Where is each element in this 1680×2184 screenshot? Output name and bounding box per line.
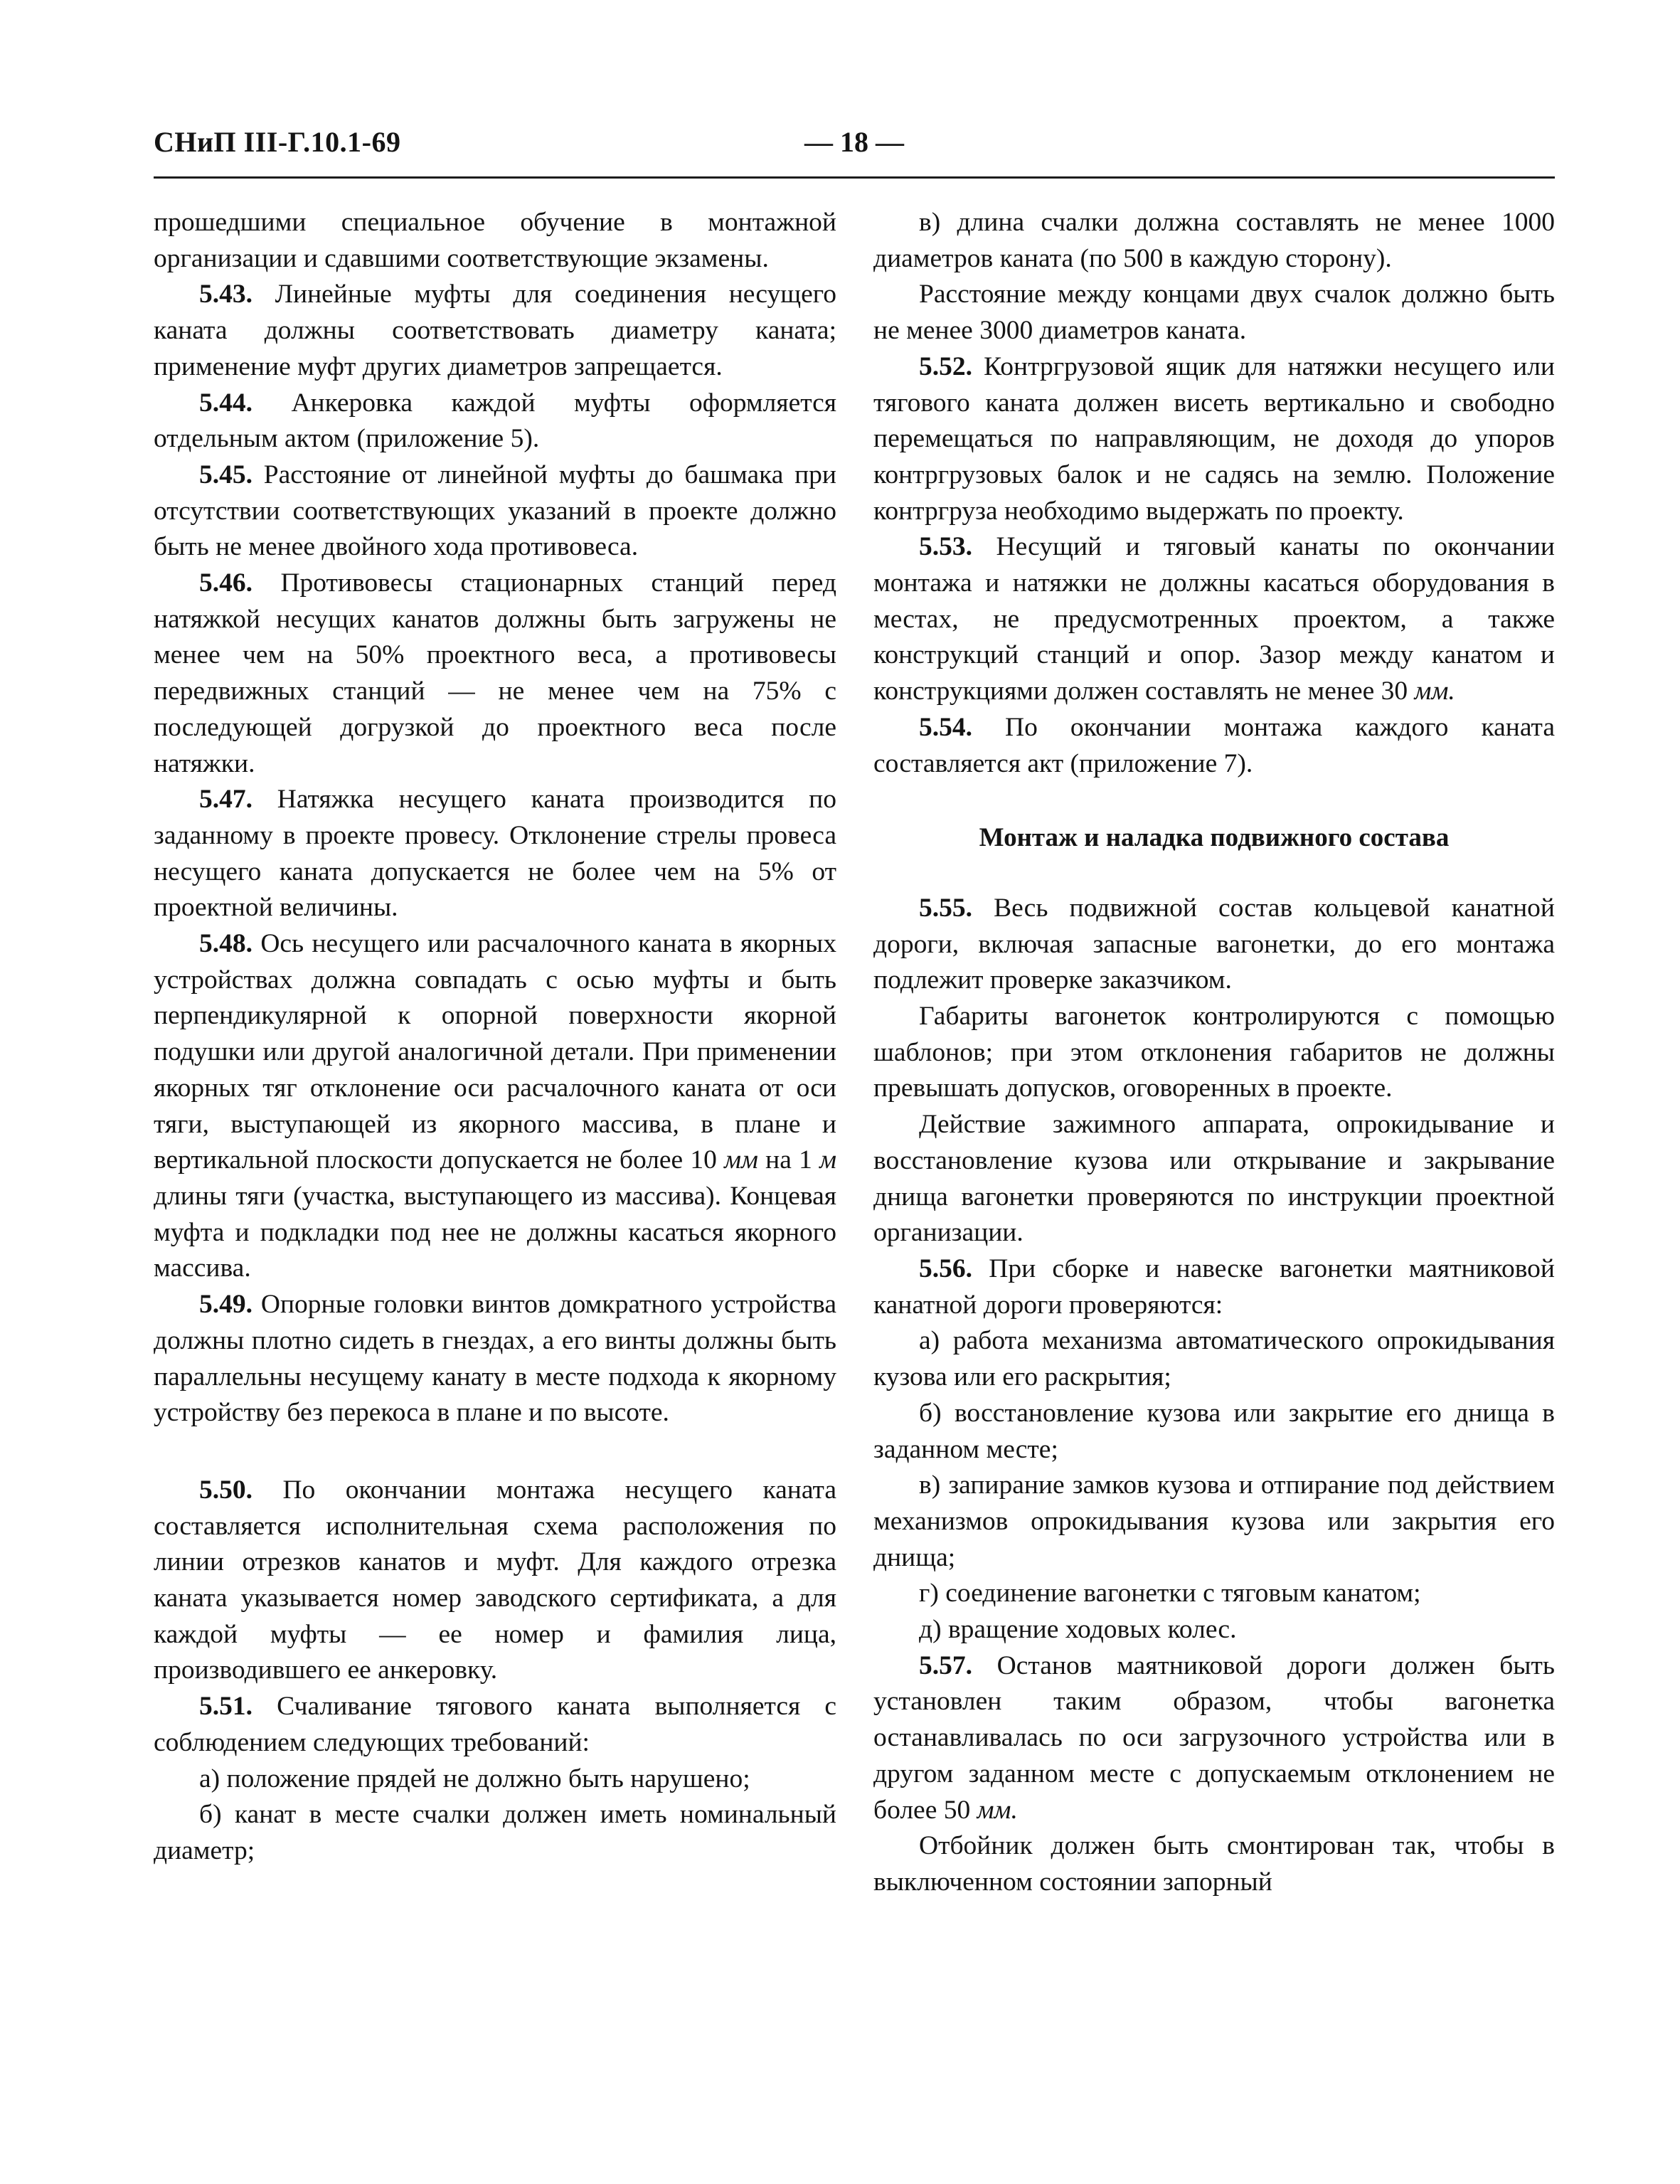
clause-number: 5.47. bbox=[199, 785, 252, 815]
clause-5-56 bbox=[873, 1251, 1555, 1323]
paragraph: прошедшими специальное обучение в монтажной организации и сдавшими соответствующие экзамены. bbox=[154, 208, 836, 273]
clause-5-45 bbox=[154, 457, 836, 566]
clause-text: Противовесы стационарных станций перед натяжкой несущих канатов должны быть загружены не менее чем на 50% проектного веса, а противовесы передвижных станций — не менее чем на 75% с последующей догрузкой до проектного веса после натяжки. bbox=[154, 568, 836, 778]
clause-text: длины тяги (участка, выступающего из массива). Концевая муфта и подкладки под нее не должны касаться якорного массива. bbox=[154, 1181, 836, 1283]
clause-text: По окончании монтажа несущего каната составляется исполнительная схема расположения по линии отрезков канатов и муфт. Для каждого отрезка каната указывается номер заводского сертификата, а для каждой муфты — ее номер и фамилия лица, производившего ее анкеровку. bbox=[154, 1475, 836, 1685]
clause-text: Останов маятниковой дороги должен быть установлен таким образом, чтобы вагонетка останавливалась по оси загрузочного устройства или в другом заданном месте с допускаемым отклонением не более 50 bbox=[873, 1650, 1555, 1825]
list-item: д) вращение ходовых колес. bbox=[919, 1615, 1237, 1645]
unit-text: мм bbox=[724, 1145, 758, 1175]
clause-5-46 bbox=[154, 566, 836, 782]
clause-number: 5.48. bbox=[199, 929, 252, 959]
clause-5-48 bbox=[154, 926, 836, 1287]
page-header bbox=[154, 125, 1555, 175]
list-item: б) канат в месте счалки должен иметь номинальный диаметр; bbox=[154, 1800, 836, 1865]
list-item: в) запирание замков кузова и отпирание под действием механизмов опрокидывания кузова или закрытия его днища; bbox=[873, 1470, 1555, 1572]
clause-text: Натяжка несущего каната производится по заданному в проекте провесу. Отклонение стрелы провеса несущего каната допускается не более чем на 5% от проектной величины. bbox=[154, 785, 836, 923]
clause-text: Опорные головки винтов домкратного устройства должны плотно сидеть в гнездах, а его винты должны быть параллельны несущему канату в месте подхода к якорному устройству без перекоса в плане и по высоте. bbox=[154, 1290, 836, 1428]
unit-text: мм. bbox=[977, 1795, 1018, 1825]
clause-number: 5.43. bbox=[199, 280, 252, 309]
clause-text: Линейные муфты для соединения несущего каната должны соответствовать диаметру каната; применение муфт других диаметров запрещается. bbox=[154, 280, 836, 381]
paragraph: Отбойник должен быть смонтирован так, чтобы в выключенном состоянии запорный bbox=[873, 1831, 1555, 1897]
clause-number: 5.50. bbox=[199, 1475, 252, 1505]
unit-text: мм. bbox=[1414, 677, 1455, 706]
clause-5-50 bbox=[154, 1473, 836, 1689]
clause-text: на 1 bbox=[757, 1145, 820, 1175]
clause-5-53 bbox=[873, 529, 1555, 710]
paragraph: Габариты вагонеток контролируются с помощью шаблонов; при этом отклонения габаритов не должны превышать допусков, оговоренных в проекте. bbox=[873, 1002, 1555, 1103]
clause-5-54 bbox=[873, 710, 1555, 782]
list-item: г) соединение вагонетки с тяговым канатом; bbox=[919, 1579, 1421, 1608]
clause-text: Ось несущего или расчалочного каната в якорных устройствах должна совпадать с осью муфты и быть перпендикулярной к опорной поверхности якорной подушки или другой аналогичной детали. При применении якорных тяг отклонение оси расчалочного каната от оси тяги, выступающей из якорного массива, в плане и вертикальной плоскости допускается не более 10 bbox=[154, 929, 836, 1175]
list-item: а) работа механизма автоматического опрокидывания кузова или его раскрытия; bbox=[873, 1326, 1555, 1392]
clause-text: Контргрузовой ящик для натяжки несущего или тягового каната должен висеть вертикально и свободно перемещаться по направляющим, не доходя до упоров контргрузовых балок и не садясь на землю. Положение контргруза необходимо выдержать по проекту. bbox=[873, 351, 1555, 526]
left-column bbox=[154, 205, 836, 1870]
list-item: в) длина счалки должна составлять не менее 1000 диаметров каната (по 500 в каждую сторону). bbox=[873, 208, 1555, 273]
list-item: а) положение прядей не должно быть нарушено; bbox=[199, 1764, 750, 1793]
clause-5-47 bbox=[154, 782, 836, 926]
clause-text: Анкеровка каждой муфты оформляется отдельным актом (приложение 5). bbox=[154, 388, 836, 454]
clause-5-43 bbox=[154, 277, 836, 385]
clause-5-44 bbox=[154, 386, 836, 457]
list-item: б) восстановление кузова или закрытие его днища в заданном месте; bbox=[873, 1398, 1555, 1464]
clause-text: При сборке и навеске вагонетки маятниковой канатной дороги проверяются: bbox=[873, 1253, 1555, 1320]
header-rule bbox=[154, 176, 1555, 179]
clause-number: 5.45. bbox=[199, 460, 252, 489]
paragraph: Действие зажимного аппарата, опрокидывание и восстановление кузова или открывание и закрывание днища вагонетки проверяются по инструкции проектной организации. bbox=[873, 1110, 1555, 1248]
unit-text: м bbox=[819, 1145, 836, 1175]
spacer bbox=[154, 1431, 836, 1473]
document-code: СНиП III-Г.10.1-69 bbox=[154, 126, 401, 158]
clause-number: 5.56. bbox=[919, 1253, 972, 1283]
clause-5-55 bbox=[873, 891, 1555, 999]
clause-number: 5.57. bbox=[919, 1650, 972, 1680]
clause-number: 5.51. bbox=[199, 1692, 252, 1722]
clause-5-52 bbox=[873, 349, 1555, 530]
clause-text: Расстояние от линейной муфты до башмака при отсутствии соответствующих указаний в проекте должно быть не менее двойного хода противовеса. bbox=[154, 460, 836, 562]
clause-5-57 bbox=[873, 1648, 1555, 1829]
page-number: — 18 — bbox=[804, 126, 904, 158]
clause-number: 5.46. bbox=[199, 568, 252, 598]
paragraph: Расстояние между концами двух счалок должно быть не менее 3000 диаметров каната. bbox=[873, 280, 1555, 346]
clause-text: Весь подвижной состав кольцевой канатной дороги, включая запасные вагонетки, до его монтажа подлежит проверке заказчиком. bbox=[873, 893, 1555, 995]
clause-number: 5.52. bbox=[919, 351, 972, 381]
clause-number: 5.49. bbox=[199, 1290, 252, 1320]
clause-number: 5.54. bbox=[919, 712, 972, 742]
clause-text: Несущий и тяговый канаты по окончании монтажа и натяжки не должны касаться оборудования в местах, не предусмотренных проектом, а также конструкций станций и опор. Зазор между канатом и конструкциями должен составлять не менее 30 bbox=[873, 532, 1555, 706]
clause-5-51 bbox=[154, 1689, 836, 1761]
clause-5-49 bbox=[154, 1287, 836, 1431]
clause-number: 5.44. bbox=[199, 388, 252, 418]
clause-number: 5.55. bbox=[919, 893, 972, 923]
section-heading: Монтаж и наладка подвижного состава bbox=[979, 823, 1450, 853]
right-column bbox=[873, 205, 1555, 1901]
clause-number: 5.53. bbox=[919, 532, 972, 562]
clause-text: По окончании монтажа каждого каната составляется акт (приложение 7). bbox=[873, 712, 1555, 778]
clause-text: Счаливание тягового каната выполняется с соблюдением следующих требований: bbox=[154, 1692, 836, 1757]
